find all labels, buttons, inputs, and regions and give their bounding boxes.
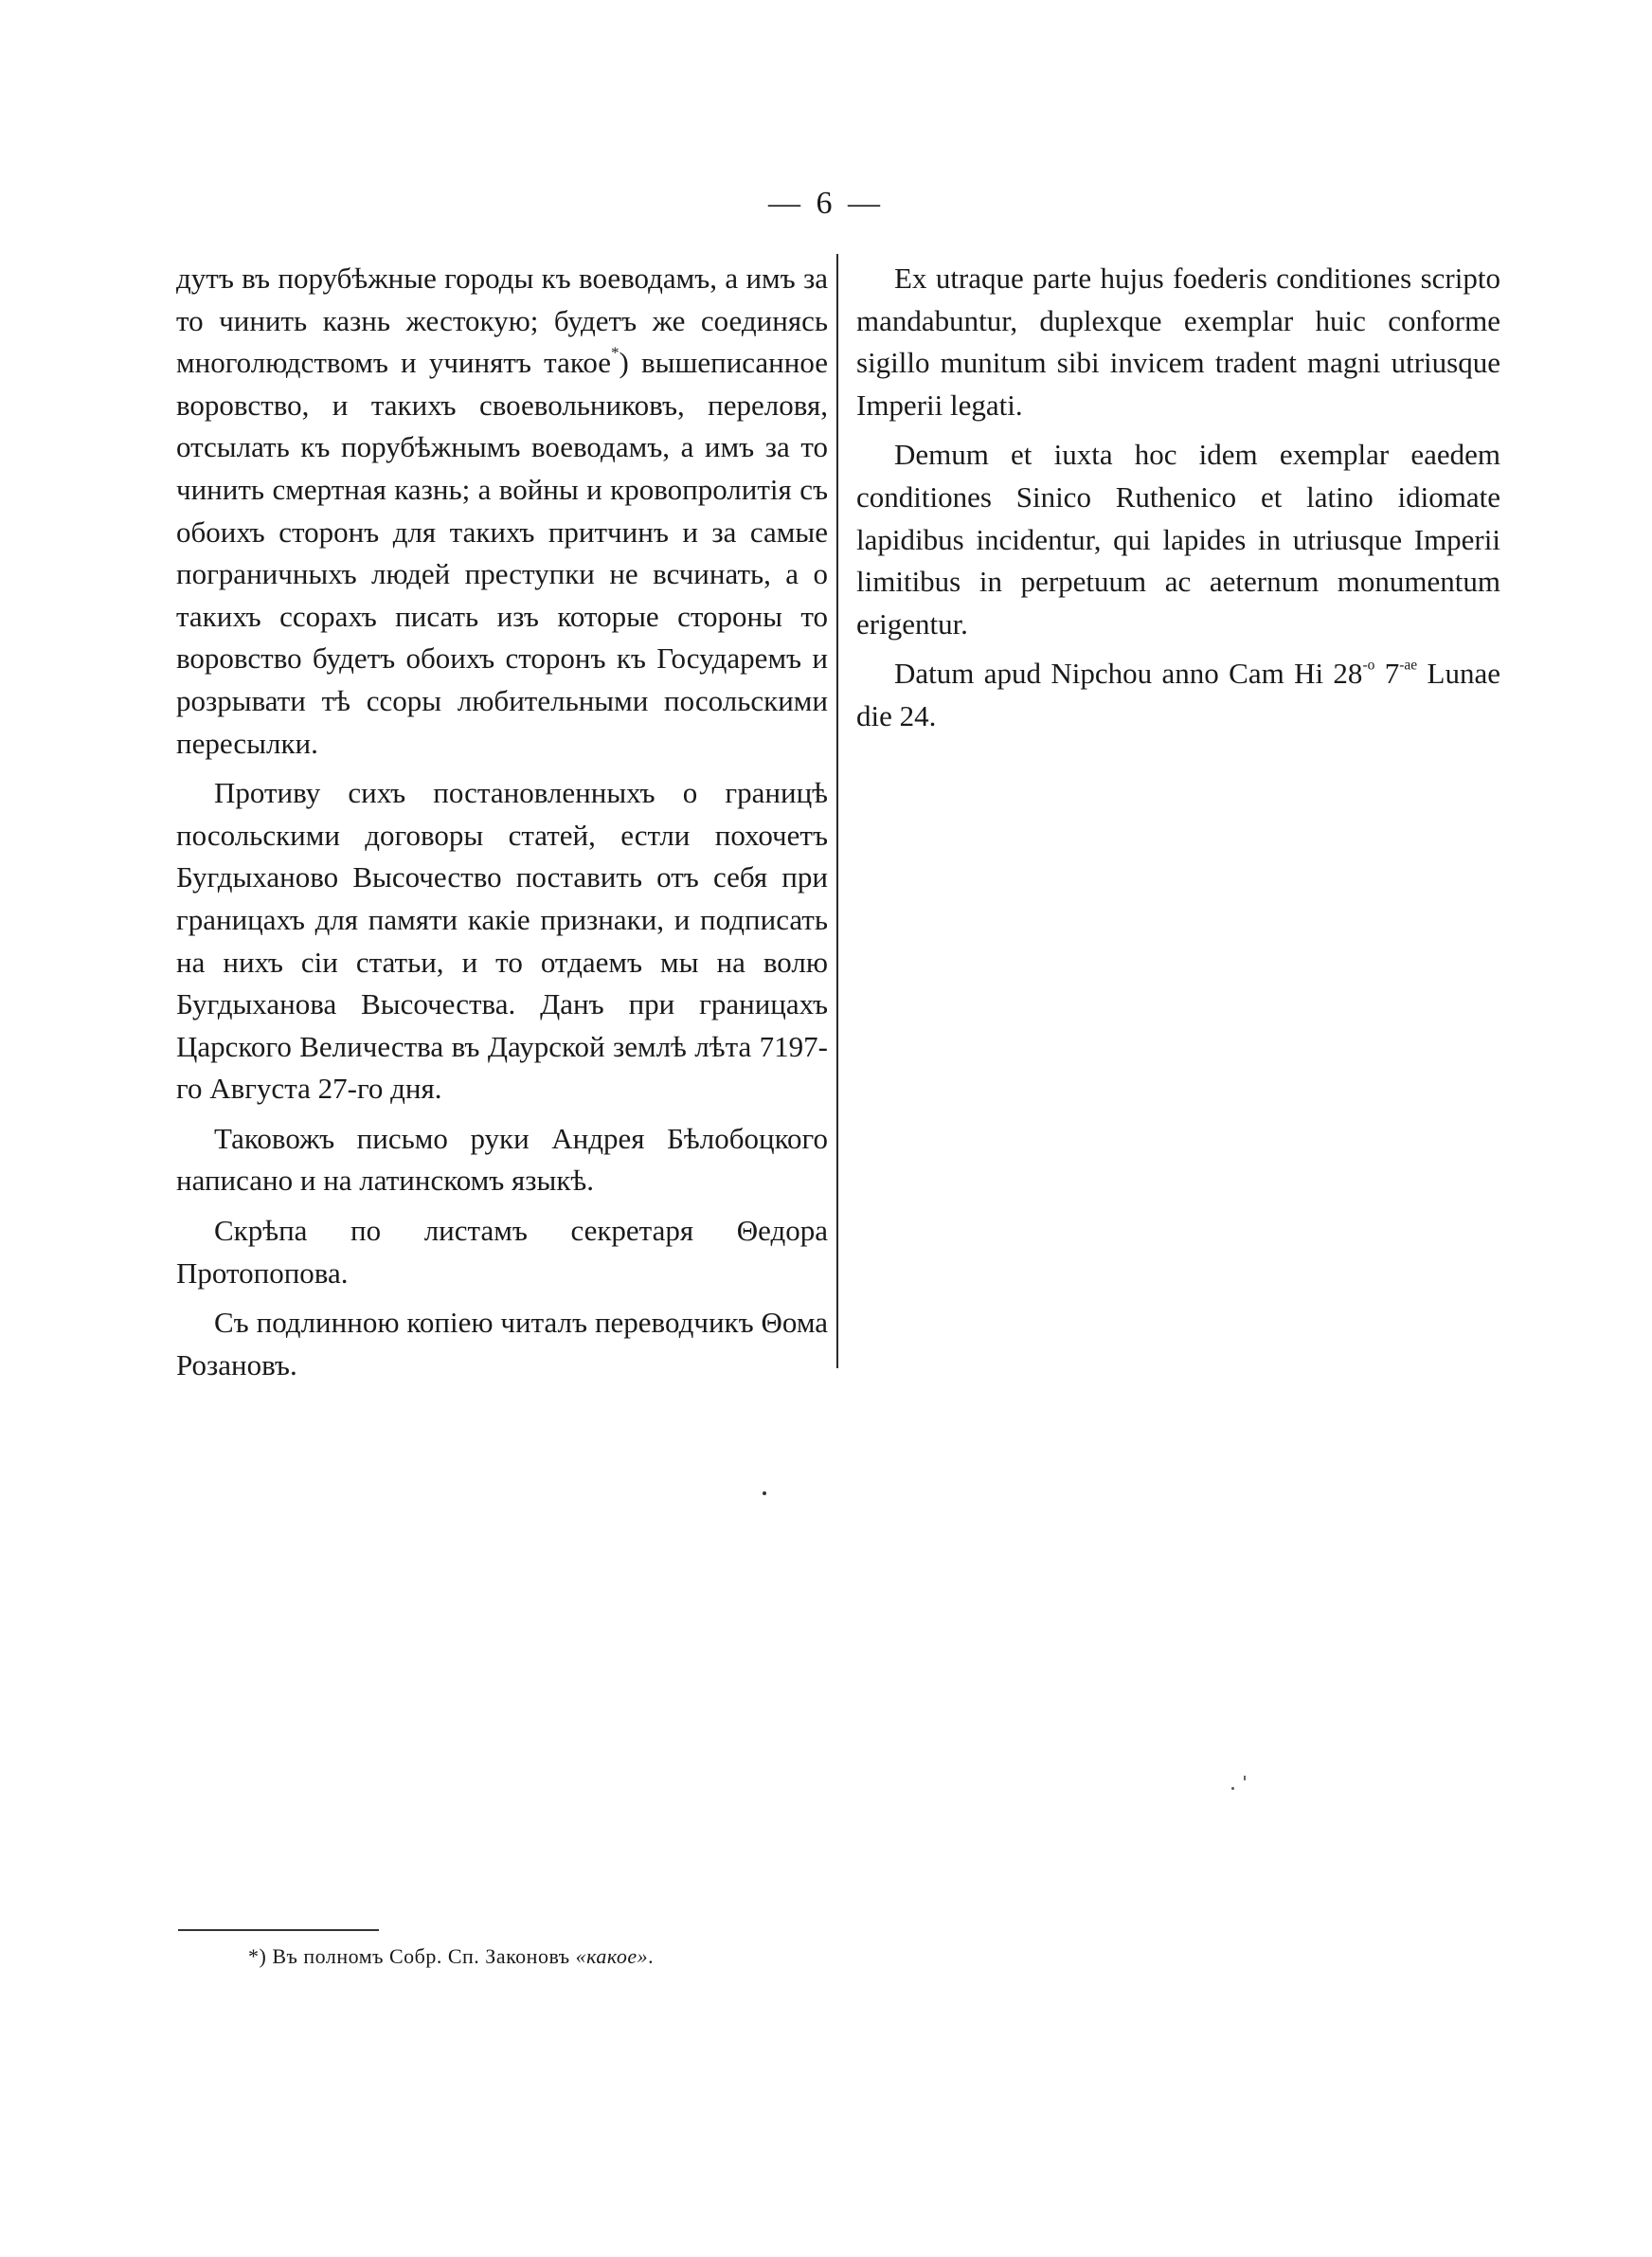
column-divider: [836, 254, 838, 1368]
latin-dating: Datum apud Nipchou anno Cam Hi $28^{-o}$ $7^{-ae}$ Lunae die 24.: [856, 657, 1500, 732]
print-speck: [1231, 1787, 1234, 1790]
paragraph-3: Таковожъ письмо руки Андрея Бѣлобоцкого написано и на латинскомъ языкѣ.: [176, 1121, 828, 1198]
page-number: — 6 —: [768, 186, 884, 221]
footnote-mark[interactable]: *: [610, 343, 620, 362]
footnote: *) Въ полномъ Собр. Сп. Законовъ «какое».: [248, 1944, 655, 1968]
print-speck: [763, 1491, 766, 1495]
paragraph-5: Съ подлинною копіею читалъ переводчикъ Θома Розановъ.: [176, 1306, 828, 1381]
right-column-latin: [856, 258, 1500, 746]
footnote-rule: [178, 1929, 379, 1931]
latin-paragraph-1: Ex utraque parte hujus foederis conditiones scripto mandabuntur, duplexque exemplar huic conforme sigillo munitum sibi invicem tradent magni utriusque Imperii legati.: [856, 262, 1500, 422]
paragraph-1: дутъ въ порубѣжные городы къ воеводамъ, а имъ за то чинить казнь жестокую; будетъ же соединясь многолюдствомъ и учинятъ такое*) вышеписанное воровство, и такихъ своевольниковъ, переловя, отсылать къ порубѣжнымъ воеводамъ, а имъ за то чинить смертная казнь; а войны и кровопролитія съ обоихъ сторонъ для такихъ притчинъ и за самые пограничныхъ людей преступки не всчинать, а о такихъ ссорахъ писать изъ которые стороны то воровство будетъ обоихъ сторонъ къ Государемъ и розрывати тѣ ссоры любительными посольскими пересылки.: [176, 262, 828, 760]
latin-paragraph-2: Demum et iuxta hoc idem exemplar eaedem conditiones Sinico Ruthenico et latino idiomate lapidibus incidentur, qui lapides in utriusque Imperii limitibus in perpetuum ac aeternum monumentum erigentur.: [856, 438, 1500, 641]
left-column-russian: [176, 258, 828, 1394]
print-speck: [1244, 1776, 1246, 1780]
paragraph-4: Скрѣпа по листамъ секретаря Θедора Протопопова.: [176, 1214, 828, 1290]
paragraph-2: Противу сихъ постановленныхъ о границѣ посольскими договоры статей, естли похочетъ Бугдыханово Высочество поставить отъ себя при границахъ для памяти какіе признаки, и подписать на нихъ сіи статьи, и то отдаемъ мы на волю Бугдыханова Высочества. Данъ при границахъ Царского Величества въ Даурской землѣ лѣта 7197-го Августа 27-го дня.: [176, 776, 828, 1106]
